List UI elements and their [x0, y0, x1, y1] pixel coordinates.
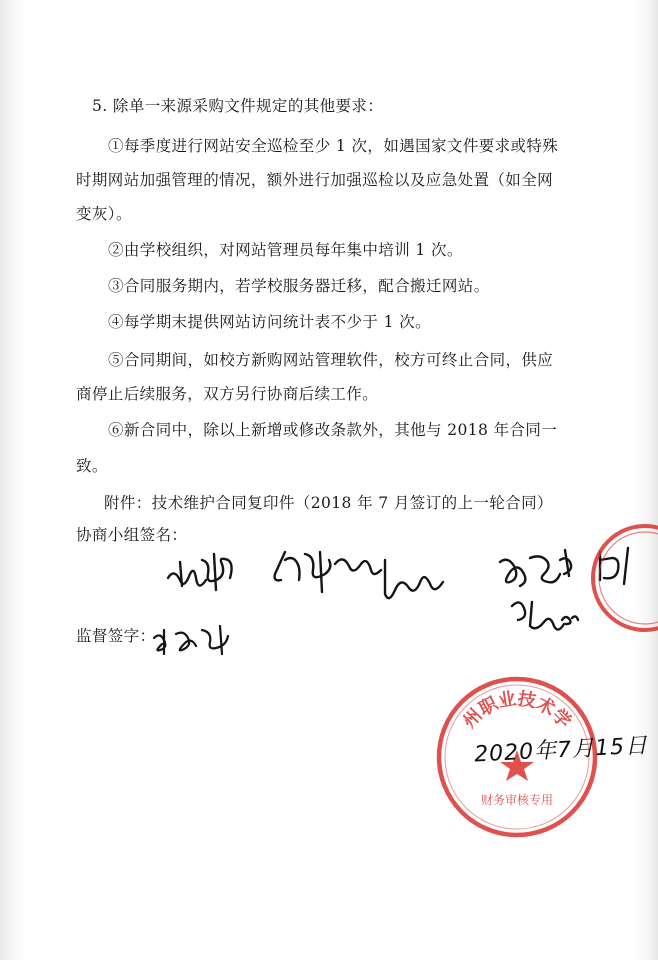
item-1-line-3: 变灰）。	[76, 205, 132, 223]
item-5-line-2: 商停止后续服务，双方另行协商后续工作。	[76, 385, 379, 403]
svg-text:州职业技术学: 州职业技术学	[458, 688, 576, 733]
item-1-line-1: ①每季度进行网站安全巡检至少 1 次，如遇国家文件要求或特殊	[108, 137, 559, 155]
red-seal-partial	[575, 518, 658, 638]
attachment-note: 附件：技术维护合同复印件（2018 年 7 月签订的上一轮合同）	[104, 494, 553, 512]
item-6-line-2: 致。	[76, 457, 108, 475]
supervisor-signature	[150, 618, 250, 668]
svg-text:财务审核专用: 财务审核专用	[480, 793, 554, 807]
supervisor-label: 监督签字：	[76, 627, 156, 645]
item-3: ③合同服务期内，若学校服务器迁移，配合搬迁网站。	[108, 277, 490, 295]
item-4: ④每学期末提供网站访问统计表不少于 1 次。	[108, 313, 432, 331]
item-6-line-1: ⑥新合同中，除以上新增或修改条款外，其他与 2018 年合同一	[108, 421, 558, 439]
handwritten-date: 2020年7月15日	[473, 733, 649, 768]
section-heading: 5. 除单一来源采购文件规定的其他要求：	[92, 97, 384, 115]
item-1-line-2: 时期网站加强管理的情况，额外进行加强巡检以及应急处置（如全网	[76, 171, 554, 189]
item-5-line-1: ⑤合同期间，如校方新购网站管理软件，校方可终止合同，供应	[108, 351, 554, 369]
item-2: ②由学校组织，对网站管理员每年集中培训 1 次。	[108, 241, 463, 259]
group-signature-label: 协商小组签名：	[76, 526, 188, 544]
